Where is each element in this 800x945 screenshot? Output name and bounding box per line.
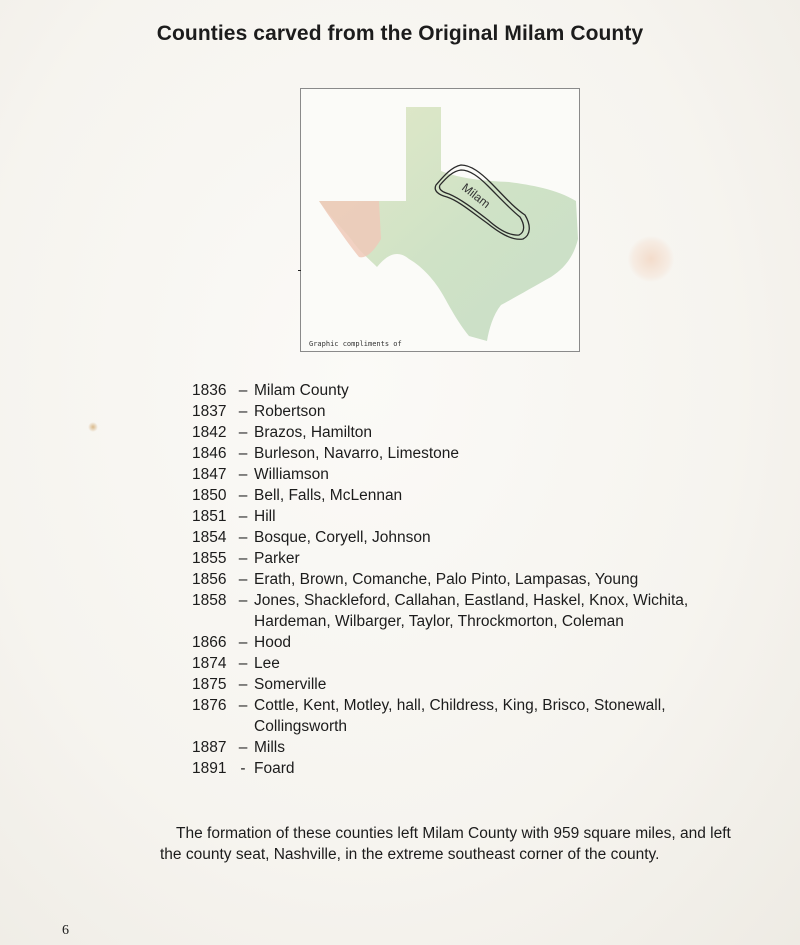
timeline-year: 1856 bbox=[192, 571, 227, 588]
timeline-year: 1858 bbox=[192, 592, 227, 609]
timeline-counties: Cottle, Kent, Motley, hall, Childress, King, Brisco, Stonewall, Collingsworth bbox=[254, 697, 666, 735]
timeline-entry bbox=[192, 632, 732, 653]
timeline-counties: Parker bbox=[254, 550, 300, 567]
timeline-entry bbox=[192, 653, 732, 674]
timeline-counties: Somerville bbox=[254, 676, 327, 693]
timeline-dash: – bbox=[238, 697, 248, 714]
timeline-entry bbox=[192, 464, 732, 485]
timeline-counties: Lee bbox=[254, 655, 280, 672]
paper-stain bbox=[628, 236, 674, 282]
timeline-dash: – bbox=[238, 466, 248, 483]
timeline-counties: Mills bbox=[254, 739, 285, 756]
scan-mark bbox=[298, 270, 301, 271]
timeline-year: 1836 bbox=[192, 382, 227, 399]
summary-paragraph: The formation of these counties left Milam County with 959 square miles, and left the county seat, Nashville, in the extreme southeast corner of the county. bbox=[160, 825, 731, 863]
timeline-entry bbox=[192, 380, 732, 401]
timeline-dash: – bbox=[238, 739, 248, 756]
timeline-counties: Foard bbox=[254, 760, 295, 777]
timeline-entry bbox=[192, 674, 732, 695]
timeline-counties: Brazos, Hamilton bbox=[254, 424, 373, 441]
timeline-dash: – bbox=[238, 550, 248, 567]
timeline-year: 1874 bbox=[192, 655, 227, 672]
texas-map-graphic bbox=[301, 89, 581, 353]
timeline-entry bbox=[192, 695, 732, 737]
timeline-counties: Burleson, Navarro, Limestone bbox=[254, 445, 460, 462]
timeline-dash: – bbox=[238, 529, 248, 546]
timeline-year: 1842 bbox=[192, 424, 227, 441]
timeline-dash: – bbox=[238, 634, 248, 651]
timeline-dash: – bbox=[238, 487, 248, 504]
county-timeline bbox=[192, 380, 732, 779]
timeline-counties: Hood bbox=[254, 634, 292, 651]
timeline-entry bbox=[192, 758, 732, 779]
west-texas-shade bbox=[319, 201, 381, 257]
timeline-dash: – bbox=[238, 382, 248, 399]
timeline-year: 1887 bbox=[192, 739, 227, 756]
timeline-counties: Jones, Shackleford, Callahan, Eastland, Haskel, Knox, Wichita, Hardeman, Wilbarger, Taylor, Throckmorton, Coleman bbox=[254, 592, 689, 630]
timeline-dash: – bbox=[238, 655, 248, 672]
timeline-counties: Robertson bbox=[254, 403, 326, 420]
paper-stain bbox=[88, 422, 98, 432]
timeline-year: 1876 bbox=[192, 697, 227, 714]
timeline-entry bbox=[192, 485, 732, 506]
timeline-counties: Milam County bbox=[254, 382, 349, 399]
timeline-entry bbox=[192, 401, 732, 422]
timeline-entry bbox=[192, 590, 732, 632]
timeline-counties: Williamson bbox=[254, 466, 329, 483]
timeline-dash: - bbox=[240, 760, 246, 777]
timeline-counties: Bell, Falls, McLennan bbox=[254, 487, 403, 504]
timeline-entry bbox=[192, 422, 732, 443]
timeline-dash: – bbox=[238, 403, 248, 420]
timeline-dash: – bbox=[238, 571, 248, 588]
timeline-dash: – bbox=[238, 592, 248, 609]
timeline-year: 1854 bbox=[192, 529, 227, 546]
timeline-entry bbox=[192, 569, 732, 590]
timeline-entry bbox=[192, 527, 732, 548]
timeline-year: 1891 bbox=[192, 760, 227, 777]
timeline-year: 1850 bbox=[192, 487, 227, 504]
map-credit: Graphic compliments of bbox=[309, 340, 402, 348]
timeline-entry bbox=[192, 443, 732, 464]
timeline-year: 1855 bbox=[192, 550, 227, 567]
timeline-dash: – bbox=[238, 676, 248, 693]
timeline-year: 1851 bbox=[192, 508, 227, 525]
page-number: 6 bbox=[62, 923, 69, 938]
timeline-dash: – bbox=[238, 445, 248, 462]
timeline-year: 1837 bbox=[192, 403, 227, 420]
milam-map-label: Milam bbox=[459, 180, 493, 212]
timeline-year: 1847 bbox=[192, 466, 227, 483]
timeline-entry bbox=[192, 737, 732, 758]
timeline-counties: Erath, Brown, Comanche, Palo Pinto, Lampasas, Young bbox=[254, 571, 639, 588]
page-title: Counties carved from the Original Milam County bbox=[156, 22, 644, 45]
timeline-year: 1846 bbox=[192, 445, 227, 462]
timeline-year: 1875 bbox=[192, 676, 227, 693]
texas-map bbox=[300, 88, 580, 352]
timeline-counties: Hill bbox=[254, 508, 276, 525]
timeline-entry bbox=[192, 506, 732, 527]
timeline-dash: – bbox=[238, 508, 248, 525]
timeline-dash: – bbox=[238, 424, 248, 441]
timeline-counties: Bosque, Coryell, Johnson bbox=[254, 529, 431, 546]
timeline-entry bbox=[192, 548, 732, 569]
timeline-year: 1866 bbox=[192, 634, 227, 651]
